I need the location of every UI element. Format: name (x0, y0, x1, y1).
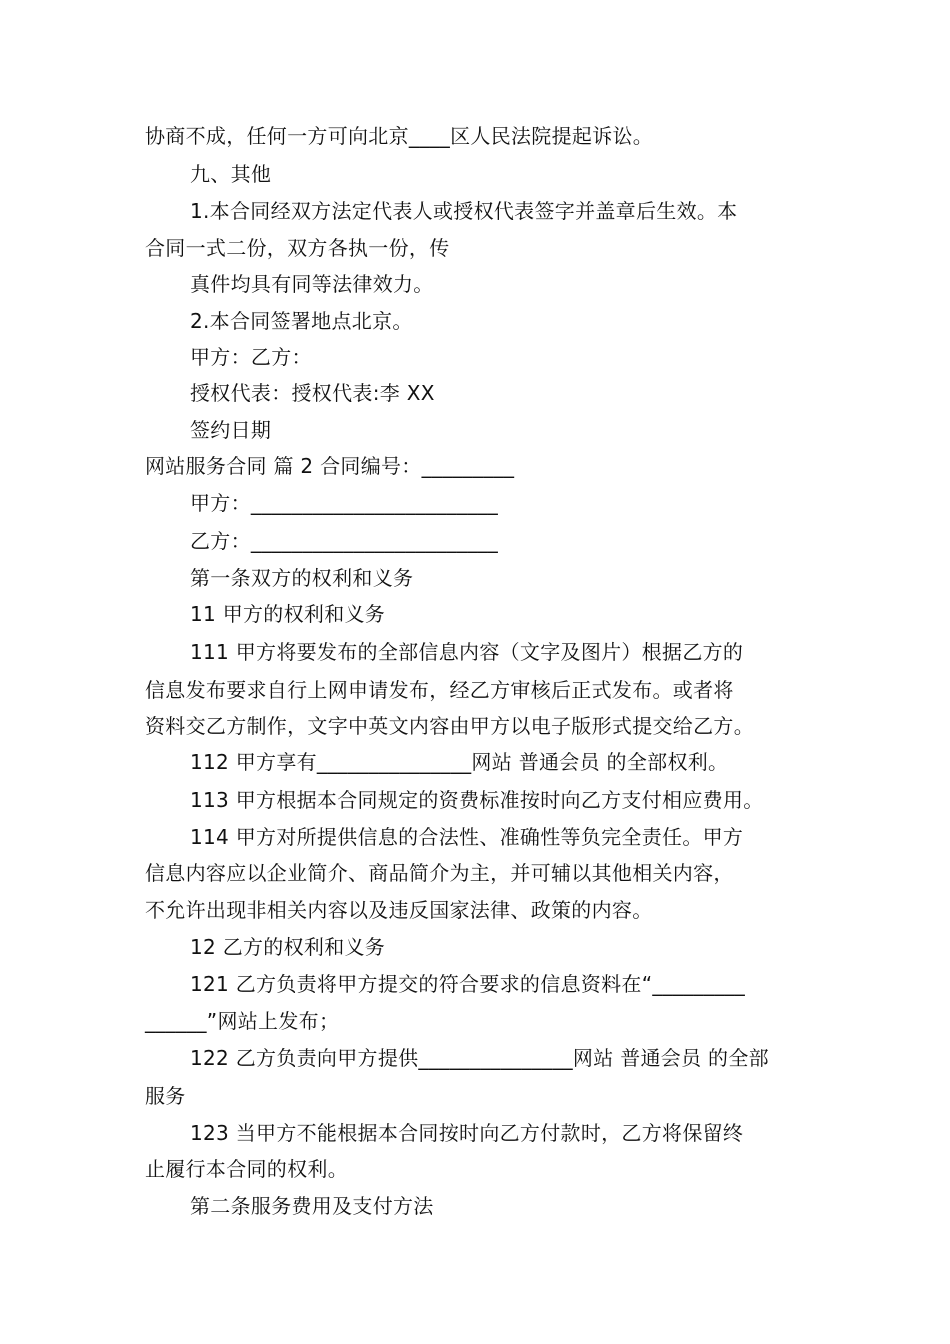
text-line: 11 甲方的权利和义务 (190, 602, 386, 626)
text-line: 签约日期 (190, 418, 272, 442)
text-line: 协商不成，任何一方可向北京____区人民法院提起诉讼。 (145, 124, 654, 148)
text-line: 授权代表：授权代表:李 XX (190, 381, 435, 405)
text-line: 1.本合同经双方法定代表人或授权代表签字并盖章后生效。本 (190, 199, 738, 223)
text-line: 合同一式二份，双方各执一份，传 (145, 236, 450, 260)
text-line: 121 乙方负责将甲方提交的符合要求的信息资料在“_________ (190, 972, 746, 996)
contract-title: 网站服务合同 篇 2 合同编号：_________ (145, 454, 515, 478)
text-line: ______”网站上发布； (145, 1009, 340, 1033)
text-line: 113 甲方根据本合同规定的资费标准按时向乙方支付相应费用。 (190, 788, 764, 812)
text-line: 12 乙方的权利和义务 (190, 935, 386, 959)
text-line: 甲方：________________________ (190, 491, 499, 515)
text-line: 122 乙方负责向甲方提供_______________网站 普通会员 的全部 (190, 1046, 769, 1070)
text-line: 114 甲方对所提供信息的合法性、准确性等负完全责任。甲方 (190, 825, 744, 849)
text-line: 乙方：________________________ (190, 529, 499, 553)
section-heading: 第二条服务费用及支付方法 (190, 1194, 434, 1218)
text-line: 甲方：乙方： (190, 345, 312, 369)
text-line: 不允许出现非相关内容以及违反国家法律、政策的内容。 (145, 898, 653, 922)
text-line: 止履行本合同的权利。 (145, 1157, 348, 1181)
text-line: 服务 (145, 1084, 186, 1108)
text-line: 信息发布要求自行上网申请发布，经乙方审核后正式发布。或者将 (145, 678, 734, 702)
text-line: 真件均具有同等法律效力。 (190, 272, 434, 296)
text-line: 2.本合同签署地点北京。 (190, 309, 413, 333)
text-line: 123 当甲方不能根据本合同按时向乙方付款时，乙方将保留终 (190, 1121, 744, 1145)
text-line: 信息内容应以企业简介、商品简介为主，并可辅以其他相关内容， (145, 861, 734, 885)
section-heading: 第一条双方的权利和义务 (190, 566, 414, 590)
text-line: 资料交乙方制作，文字中英文内容由甲方以电子版形式提交给乙方。 (145, 714, 754, 738)
section-heading: 九、其他 (190, 162, 272, 186)
text-line: 112 甲方享有_______________网站 普通会员 的全部权利。 (190, 750, 729, 774)
text-line: 111 甲方将要发布的全部信息内容（文字及图片）根据乙方的 (190, 640, 744, 664)
